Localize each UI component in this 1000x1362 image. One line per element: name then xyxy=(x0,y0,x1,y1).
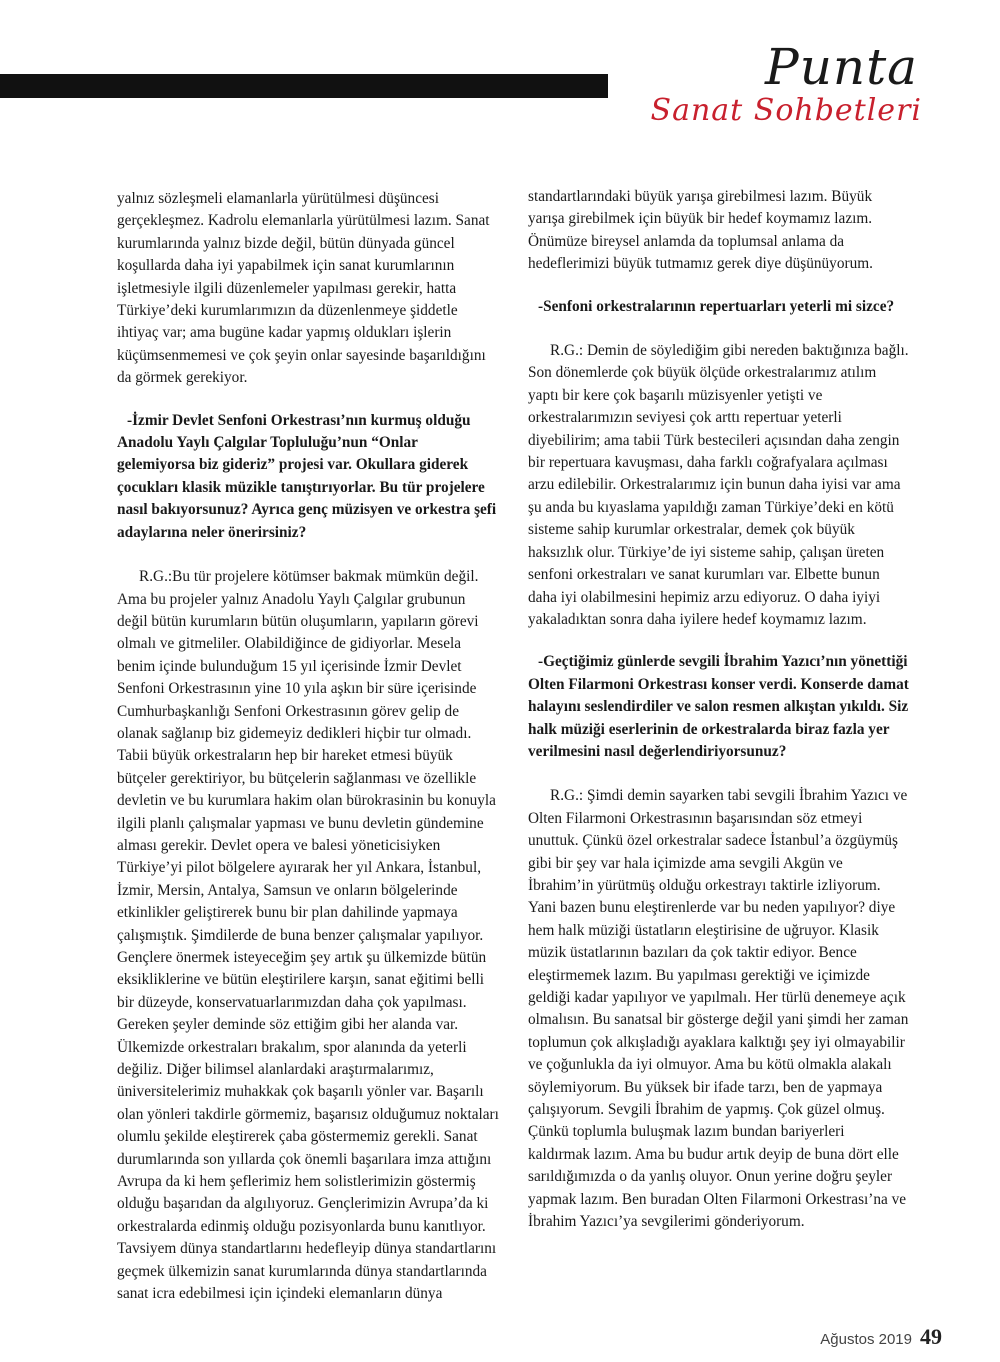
article-column-left xyxy=(117,188,499,1326)
paragraph: yalnız sözleşmeli elamanlarla yürütülmesi düşüncesi gerçekleşmez. Kadrolu elemanlarla yürütülmesi lazım. Sanat kurumlarında yalnız bizde değil, bütün dünyada güncel koşullarda daha iyi yapabilmek için sanat kurumlarının işletmesiyle ilgili düzenlemeler yapılması gerekir, hatta Türkiye’deki kurumlarımızın da düzenlenmeye şiddetle ihtiyaç var; ama bugüne kadar yapmış oldukları işlerin küçümsenmemesi ve çok şeyin onlar sayesinde başarıldığını da görmek gerekiyor. xyxy=(117,190,490,387)
magazine-brand xyxy=(630,28,990,138)
issue-date: Ağustos 2019 xyxy=(820,1331,912,1348)
page-number: 49 xyxy=(920,1324,942,1349)
article-column-right xyxy=(528,186,910,1253)
interview-answer: R.G.: Şimdi demin sayarken tabi sevgili İbrahim Yazıcı ve Olten Filarmoni Orkestrasının başarısından söz etmeyi unuttuk. Çünkü özel orkestralar sadece İstanbul’a özgüymüş gibi bir şey var hala içimizde ama sevgili Akgün ve İbrahim’in yürütmüş olduğu orkestrayı taktirle izliyorum. Yani bazen bunu eleştirenlerde var bu neden yapılıyor? diye hem halk müziği üstatların eleştirisine de uğruyor. Klasik müzik üstatlarının bazıları da çok taktir ediyor. Bence eleştirmemek lazım. Bu yapılması gerektiği ve içimizde geldiği kadar yapılıyor ve yapılmalı. Her türlü denemeye açık olmalısın. Bu sanatsal bir gösterge değil yani şimdi her zaman toplumun çok alkışladığı ayaklara kalktığı şey iyi olmayabilir ve çoğunlukla da iyi olmuyor. Ama bu kötü olmakla alakalı söylemiyorum. Bu yüksek bir ifade tarzı, ben de yapmaya çalışıyorum. Sevgili İbrahim de yapmış. Çok güzel olmuş. Çünkü toplumla buluşmak lazım bundan bariyerleri kaldırmak lazım. Ama bu budur artık deyip de buna dört elle sarıldığımızda o da yanlış oluyor. Onun yerine doğru şeyler yapmak lazım. Ben buradan Olten Filarmoni Orkestrası’na ve İbrahim Yazıcı’ya sevgilerimi gönderiyorum. xyxy=(528,787,909,1231)
interview-question: -Geçtiğimiz günlerde sevgili İbrahim Yazıcı’nın yönettiği Olten Filarmoni Orkestrası konser verdi. Konserde damat halayını seslendirdiler ve salon resmen alkıştan yıkıldı. Siz halk müziği eserlerinin de orkestralarda biraz fazla yer verilmesini nasıl değerlendiriyorsunuz? xyxy=(528,653,909,760)
brand-subtitle: Sanat Sohbetleri xyxy=(650,93,922,128)
interview-answer: R.G.: Demin de söylediğim gibi nereden baktığınıza bağlı. Son dönemlerde çok büyük ölçüde orkestralarımız atılım yaptı bir kere çok başarılı müzisyenler yetişti ve orkestralarımızın seviyesi çok arttı repertuar yeterli diyebilirim; ama tabii Türk bestecileri açısından daha zengin bir repertuara kavuşması, daha farklı coğrafyalara açılması arzu edilebilir. Orkestralarımız için bunun daha iyisi var ama şu anda bu kıyaslama yapıldığı zaman Türkiye’deki en kötü sisteme sahip kurumlar orkestralar, demek çok büyük haksızlık olur. Türkiye’de iyi sisteme sahip, çalışan üreten senfoni orkestraları ve sanat kurumları var. Elbette bunun daha iyi olabilmesini hepimiz arzu ediyoruz. O daha iyiyi yakaladıktan sonra daha iyilere hedef koymamız lazım. xyxy=(528,342,909,628)
brand-title: Punta xyxy=(765,38,918,96)
header-bar xyxy=(0,74,608,98)
page-footer xyxy=(820,1324,942,1350)
interview-answer: R.G.:Bu tür projelere kötümser bakmak mümkün değil. Ama bu projeler yalnız Anadolu Yaylı Çalgılar grubunun değil bütün kurumların bütün oluşumların, yapıların görevi olmalı ve gitmeliler. Olabildiğince de gidiyorlar. Mesela benim içinde bulunduğum 15 yıl içerisinde İzmir Devlet Senfoni Orkestrasının yine 10 yıla aşkın bir süre içerisinde Cumhurbaşkanlığı Senfoni Orkestrasının görev gelip de olanak sağlanıp biz gidemeyiz dedikleri hiçbir tur olmadı. Tabii büyük orkestraların hep bir hareket etmesi büyük bütçeler gerektiriyor, bu bütçelerin sağlanması ve özellikle devletin ve bu kurumlara hakim olan bürokrasinin bu konuyla ilgili planlı çalışmalar yapması ve bunu devletin gündemine alması gerekir. Devlet opera ve balesi yöneticisiyken Türkiye’yi pilot bölgelere ayırarak her yıl Ankara, İstanbul, İzmir, Mersin, Antalya, Samsun ve onların bölgelerinde etkinlikler geliştirerek bunu bir plan dahilinde yapmaya çalışmıştık. Şimdilerde de buna benzer çalışmalar yapılıyor. Gençlere önermek isteyeceğim şey artık şu ülkemizde bütün eksikliklerine ve bütün eleştirilere karşın, sanat eğitimi belli bir düzeyde, konservatuarlarımızdan daha çok yapılması. Gereken şeyler deminde söz ettiğim gibi her alanda var. Ülkemizde orkestraları brakalım, spor alanında da yeterli değiliz. Diğer bilimsel alanlardaki araştırmalarımız, üniversitelerimiz muhakkak çok başarılı yönler var. Başarılı olan yönleri takdirle görmemiz, başarısız olduğumuz noktaları olumlu şekilde eleştirerek çaba göstermemiz gerekli. Sanat durumlarında son yıllarda çok önemli başarılara imza attığını Avrupa da ki hem şeflerimiz hem solistlerimizin göstermiş olduğu başarıdan da algılıyoruz. Gençlerimizin Avrupa’da ki orkestralarda edinmiş olduğu pozisyonlarda bunu kanıtlıyor. Tavsiyem dünya standartlarını hedefleyip dünya standartlarını geçmek ülkemizin sanat kurumlarında dünya standartlarında sanat icra edebilmesi için içindeki elemanların dünya xyxy=(117,568,499,1303)
interview-question: -Senfoni orkestralarının repertuarları yeterli mi sizce? xyxy=(538,297,895,315)
paragraph: standartlarındaki büyük yarışa girebilmesi lazım. Büyük yarışa girebilmek için büyük bir hedef koymamız lazım. Önümüze bireysel anlamda da toplumsal anlama da hedeflerimizi büyük tutmamız gerek diye düşünüyorum. xyxy=(528,188,873,273)
interview-question: -İzmir Devlet Senfoni Orkestrası’nın kurmuş olduğu Anadolu Yaylı Çalgılar Topluluğu’nun “Onlar gelemiyorsa biz gideriz” projesi var. Okullara giderek çocukları klasik müzikle tanıştırıyorlar. Bu tür projelere nasıl bakıyorsunuz? Ayrıca genç müzisyen ve orkestra şefi adaylarına neler önerirsiniz? xyxy=(117,411,497,541)
